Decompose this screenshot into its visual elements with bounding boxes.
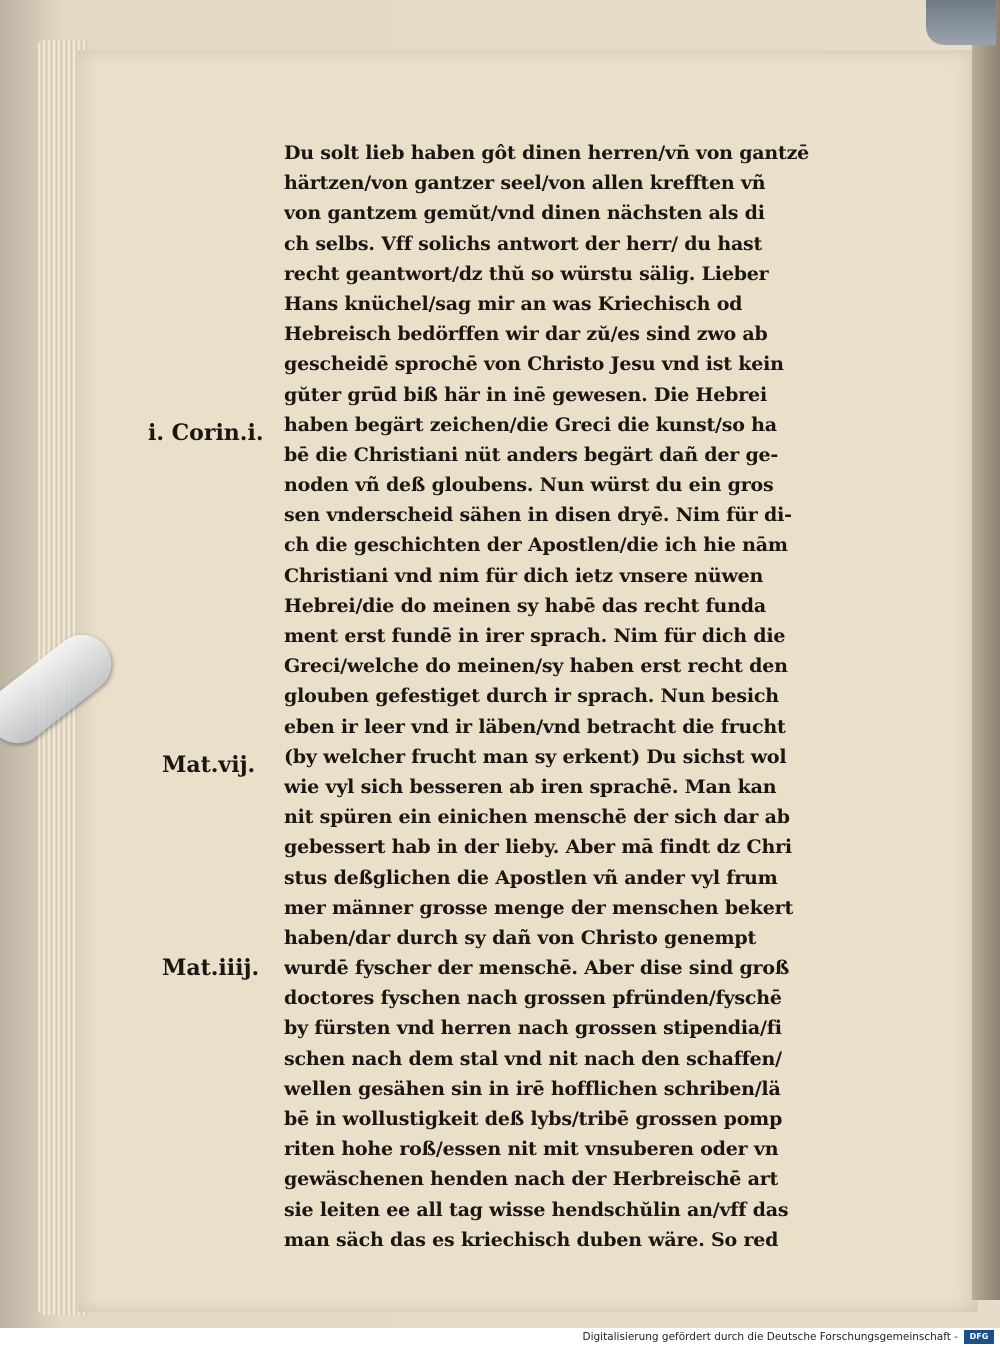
text-line: stus deßglichen die Apostlen vñ ander vyl frum: [284, 866, 778, 889]
text-line: gewäschenen henden nach der Herbreischē art: [284, 1168, 779, 1191]
text-line: eben ir leer vnd ir läben/vnd betracht die frucht: [284, 715, 786, 738]
text-line: Du solt lieb haben gôt dinen herren/vn̄ von gantzē: [284, 142, 810, 164]
text-line: gŭter grūd biß här in inē gewesen. Die Hebrei: [284, 383, 767, 406]
text-line: Hebreisch bedörffen wir dar zŭ/es sind zwo ab: [284, 323, 768, 346]
text-line: ment erst fundē in irer sprach. Nim für dich die: [284, 625, 786, 647]
text-line: Hans knüchel/sag mir an was Kriechisch od: [284, 292, 743, 315]
text-line: wie vyl sich besseren ab iren sprachē. Man kan: [284, 775, 777, 798]
binding-clasp: [926, 0, 996, 45]
text-line: von gantzem gemŭt/vnd dinen nächsten als di: [284, 202, 765, 225]
text-line: gebessert hab in der lieby. Aber mā findt dz Chri: [284, 836, 792, 859]
main-text-block: [284, 138, 914, 1255]
margin-note-matthew-7: Mat.vij.: [162, 752, 256, 778]
dfg-logo: DFG: [964, 1330, 994, 1344]
text-line: mer männer grosse menge der menschen bekert: [284, 896, 794, 919]
text-line: haben/dar durch sy dañ von Christo genempt: [284, 926, 757, 949]
text-line: haben begärt zeichen/die Greci die kunst/so ha: [284, 413, 777, 436]
text-line: doctores fyschen nach grossen pfründen/fyschē: [284, 987, 782, 1010]
text-line: (by welcher frucht man sy erkent) Du sichst wol: [284, 745, 787, 768]
text-line: wurdē fyscher der menschē. Aber dise sind groß: [284, 957, 790, 980]
footer-bar: [0, 1328, 1000, 1347]
footer-credit: Digitalisierung gefördert durch die Deutsche Forschungsgemeinschaft -: [582, 1331, 958, 1343]
text-line: Hebrei/die do meinen sy habē das recht funda: [284, 594, 766, 617]
text-line: nit spüren ein einichen menschē der sich dar ab: [284, 806, 790, 829]
text-line: bē die Christiani nüt anders begärt dañ der ge-: [284, 443, 779, 466]
text-line: glouben gefestiget durch ir sprach. Nun besich: [284, 685, 779, 708]
text-line: bē in wollustigkeit deß lybs/tribē grossen pomp: [284, 1108, 783, 1130]
text-line: recht geantwort/dz thŭ so würstu sälig. Lieber: [284, 262, 769, 285]
book-cover-edge: [972, 0, 1000, 1300]
text-line: härtzen/von gantzer seel/von allen krefften vñ: [284, 172, 766, 195]
text-line: noden vñ deß gloubens. Nun würst du ein gros: [284, 474, 774, 497]
margin-note-corinthians: i. Corin.i.: [148, 420, 264, 446]
text-line: man säch das es kriechisch duben wäre. So red: [284, 1228, 779, 1251]
text-line: sie leiten ee all tag wisse hendschŭlin an/vff das: [284, 1198, 789, 1221]
text-line: wellen gesähen sin in irē hofflichen schriben/lä: [284, 1077, 781, 1100]
text-line: gescheidē sprochē von Christo Jesu vnd ist kein: [284, 353, 784, 376]
text-line: sen vnderscheid sähen in disen dryē. Nim für di-: [284, 504, 792, 527]
text-line: schen nach dem stal vnd nit nach den schaffen/: [284, 1047, 782, 1070]
text-line: Christiani vnd nim für dich ietz vnsere nüwen: [284, 564, 764, 587]
text-line: riten hohe roß/essen nit mit vnsuberen oder vn: [284, 1138, 779, 1161]
text-line: ch selbs. Vff solichs antwort der herr/ du hast: [284, 232, 763, 255]
margin-note-matthew-4: Mat.iiij.: [162, 955, 260, 981]
text-line: by fürsten vnd herren nach grossen stipendia/fi: [284, 1017, 782, 1040]
text-line: Greci/welche do meinen/sy haben erst recht den: [284, 655, 788, 678]
text-line: ch die geschichten der Apostlen/die ich hie nām: [284, 534, 788, 557]
